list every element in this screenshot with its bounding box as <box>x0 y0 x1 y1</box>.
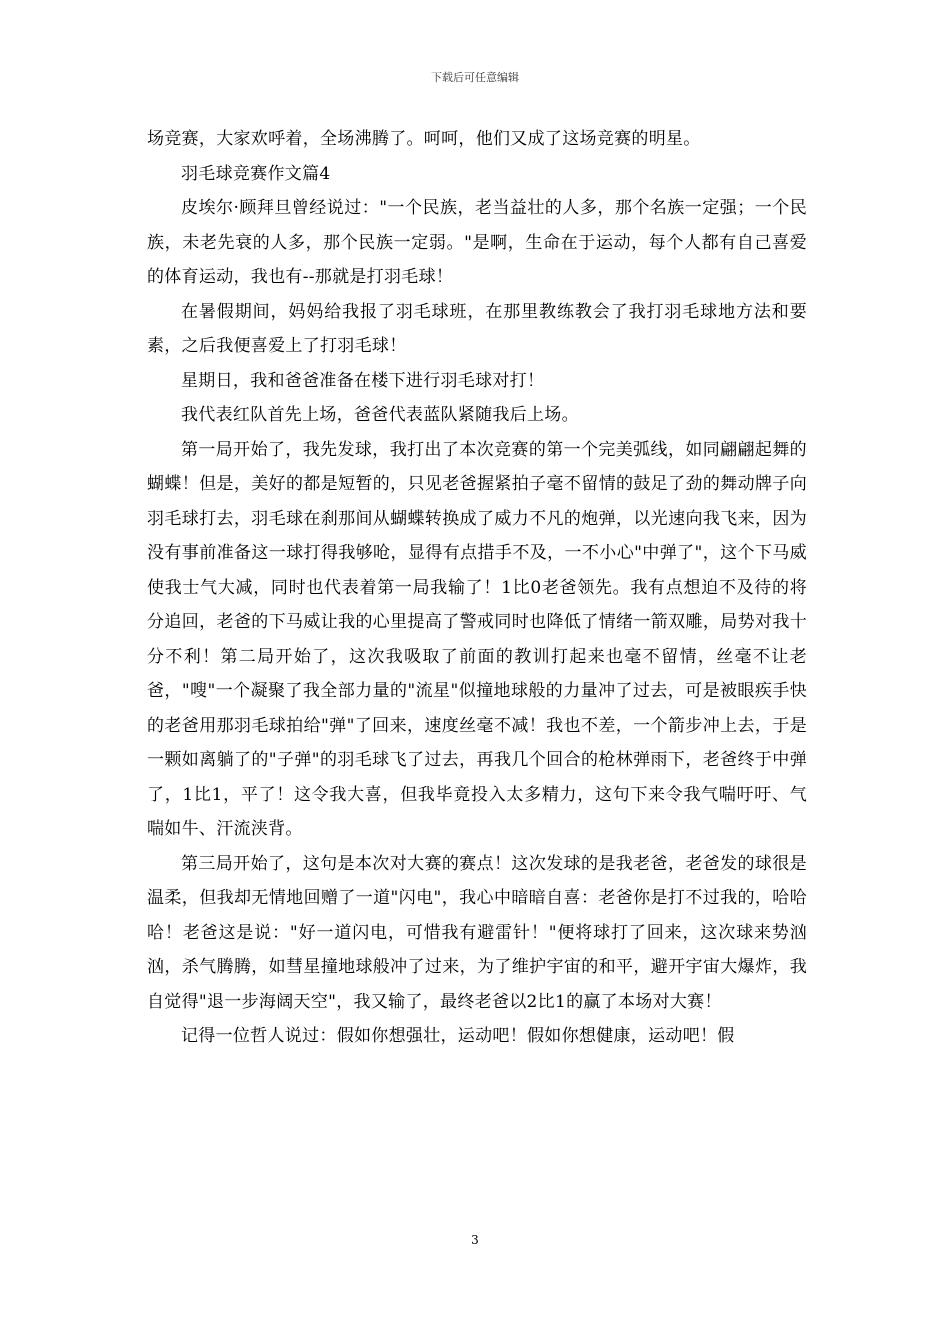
paragraph: 皮埃尔·顾拜旦曾经说过："一个民族，老当益壮的人多，那个名族一定强；一个民族，未老先衰的人多，那个民族一定弱。"是啊，生命在于运动，每个人都有自己喜爱的体育运动，我也有--那就是打羽毛球！ <box>147 198 807 287</box>
page-header: 下载后可任意编辑 <box>431 71 519 84</box>
paragraph-continuation: 场竞赛，大家欢呼着，全场沸腾了。呵呵，他们又成了这场竞赛的明星。 <box>147 129 701 149</box>
paragraph: 在暑假期间，妈妈给我报了羽毛球班，在那里教练教会了我打羽毛球地方法和要素，之后我便喜爱上了打羽毛球！ <box>147 301 807 356</box>
document-body <box>147 122 807 1054</box>
paragraph: 我代表红队首先上场，爸爸代表蓝队紧随我后上场。 <box>181 405 579 425</box>
paragraph: 第三局开始了，这句是本次对大赛的赛点！这次发球的是我老爸，老爸发的球很是温柔，但我却无情地回赠了一道"闪电"，我心中暗暗自喜：老爸你是打不过我的，哈哈哈！老爸这是说："好一道闪电，可惜我有避雷针！"便将球打了回来，这次球来势汹汹，杀气腾腾，如彗星撞地球般冲了过来，为了维护宇宙的和平，避开宇宙大爆炸，我自觉得"退一步海阔天空"，我又输了，最终老爸以2比1的赢了本场对大赛！ <box>147 853 807 1012</box>
paragraph: 星期日，我和爸爸准备在楼下进行羽毛球对打！ <box>181 370 545 391</box>
section-heading: 羽毛球竞赛作文篇4 <box>181 163 331 184</box>
paragraph: 记得一位哲人说过：假如你想强壮，运动吧！假如你想健康，运动吧！假 <box>181 1026 735 1046</box>
page-number: 3 <box>471 1233 479 1247</box>
paragraph: 第一局开始了，我先发球，我打出了本次竞赛的第一个完美弧线，如同翩翩起舞的蝴蝶！但是，美好的都是短暂的，只见老爸握紧拍子毫不留情的鼓足了劲的舞动牌子向羽毛球打去，羽毛球在刹那间从蝴蝶转换成了威力不凡的炮弹，以光速向我飞来，因为没有事前准备这一球打得我够呛，显得有点措手不及，一不小心"中弹了"，这个下马威使我士气大减，同时也代表着第一局我输了！1比0老爸领先。我有点想迫不及待的将分追回，老爸的下马威让我的心里提高了警戒同时也降低了情绪一箭双雕，局势对我十分不利！第二局开始了，这次我吸取了前面的教训打起来也毫不留情，丝毫不让老爸，"嗖"一个凝聚了我全部力量的"流星"似撞地球般的力量冲了过去，可是被眼疾手快的老爸用那羽毛球拍给"弹"了回来，速度丝毫不减！我也不差，一个箭步冲上去，于是一颗如离躺了的"子弹"的羽毛球飞了过去，再我几个回合的枪林弹雨下，老爸终于中弹了，1比1，平了！这令我大喜，但我毕竟投入太多精力，这句下来令我气喘吁吁、气喘如牛、汗流浃背。 <box>147 439 807 839</box>
